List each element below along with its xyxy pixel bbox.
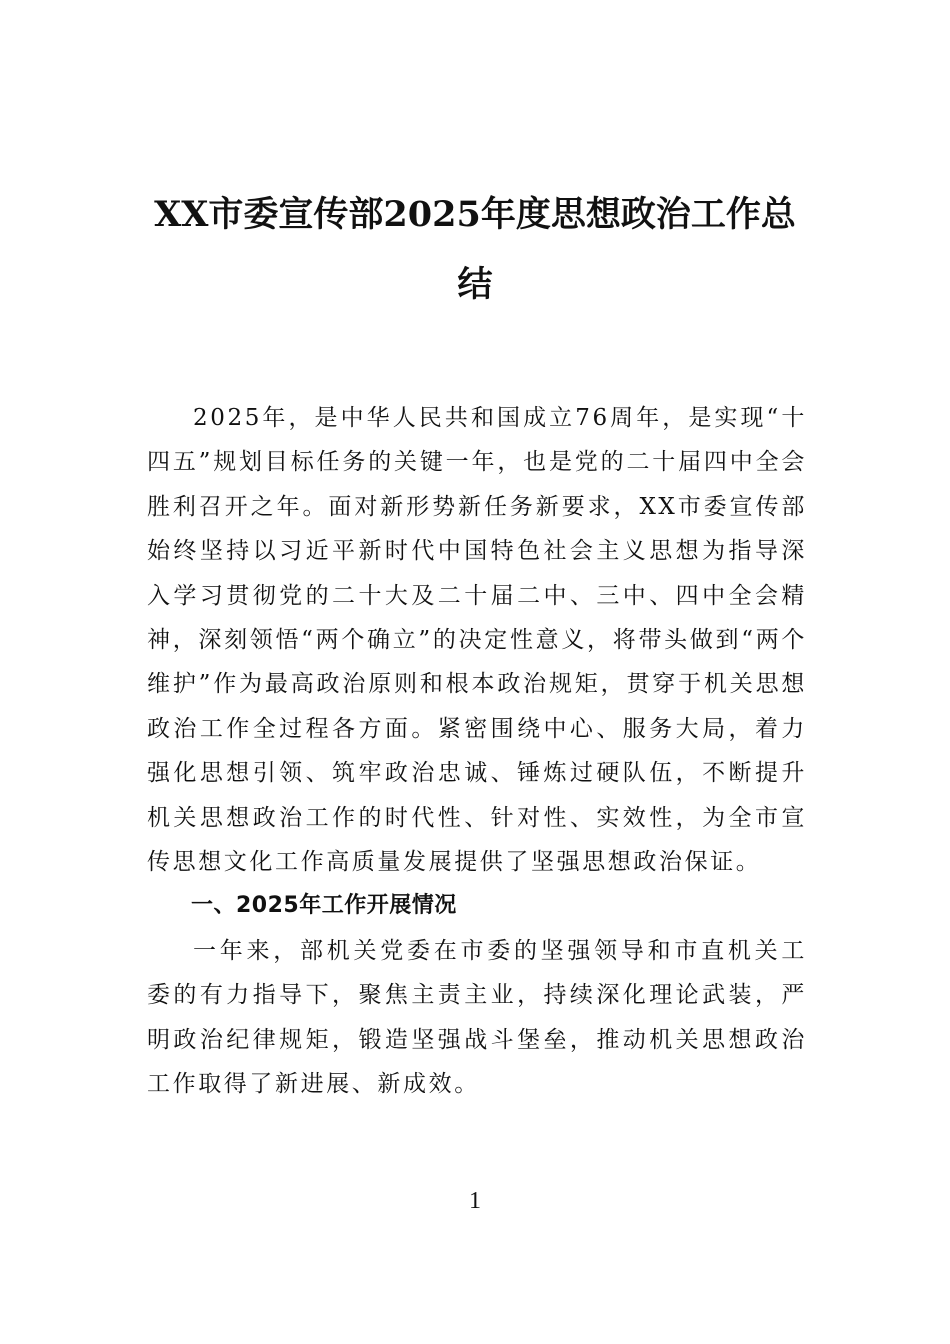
document-title <box>140 180 810 320</box>
title-line-1: XX市委宣传部2025年度思想政治工作总 <box>154 194 796 236</box>
section-heading: 一、2025年工作开展情况 <box>191 893 457 919</box>
page-number: 1 <box>469 1188 481 1214</box>
document-body <box>147 396 807 1107</box>
intro-paragraph: 2025年，是中华人民共和国成立76周年，是实现“十四五”规划目标任务的关键一年，也是党的二十届四中全会胜利召开之年。面对新形势新任务新要求，XX市委宣传部始终坚持以习近平新时代中国特色社会主义思想为指导深入学习贯彻党的二十大及二十届二中、三中、四中全会精神，深刻领悟“两个确立”的决定性意义，将带头做到“两个维护”作为最高政治原则和根本政治规矩，贯穿于机关思想政治工作全过程各方面。紧密围绕中心、服务大局，着力强化思想引领、筑牢政治忠诚、锤炼过硬队伍，不断提升机关思想政治工作的时代性、针对性、实效性，为全市宣传思想文化工作高质量发展提供了坚强思想政治保证。 <box>147 405 807 876</box>
section-paragraph: 一年来，部机关党委在市委的坚强领导和市直机关工委的有力指导下，聚焦主责主业，持续深化理论武装，严明政治纪律规矩，锻造坚强战斗堡垒，推动机关思想政治工作取得了新进展、新成效。 <box>147 937 807 1098</box>
title-line-2: 结 <box>457 264 493 306</box>
